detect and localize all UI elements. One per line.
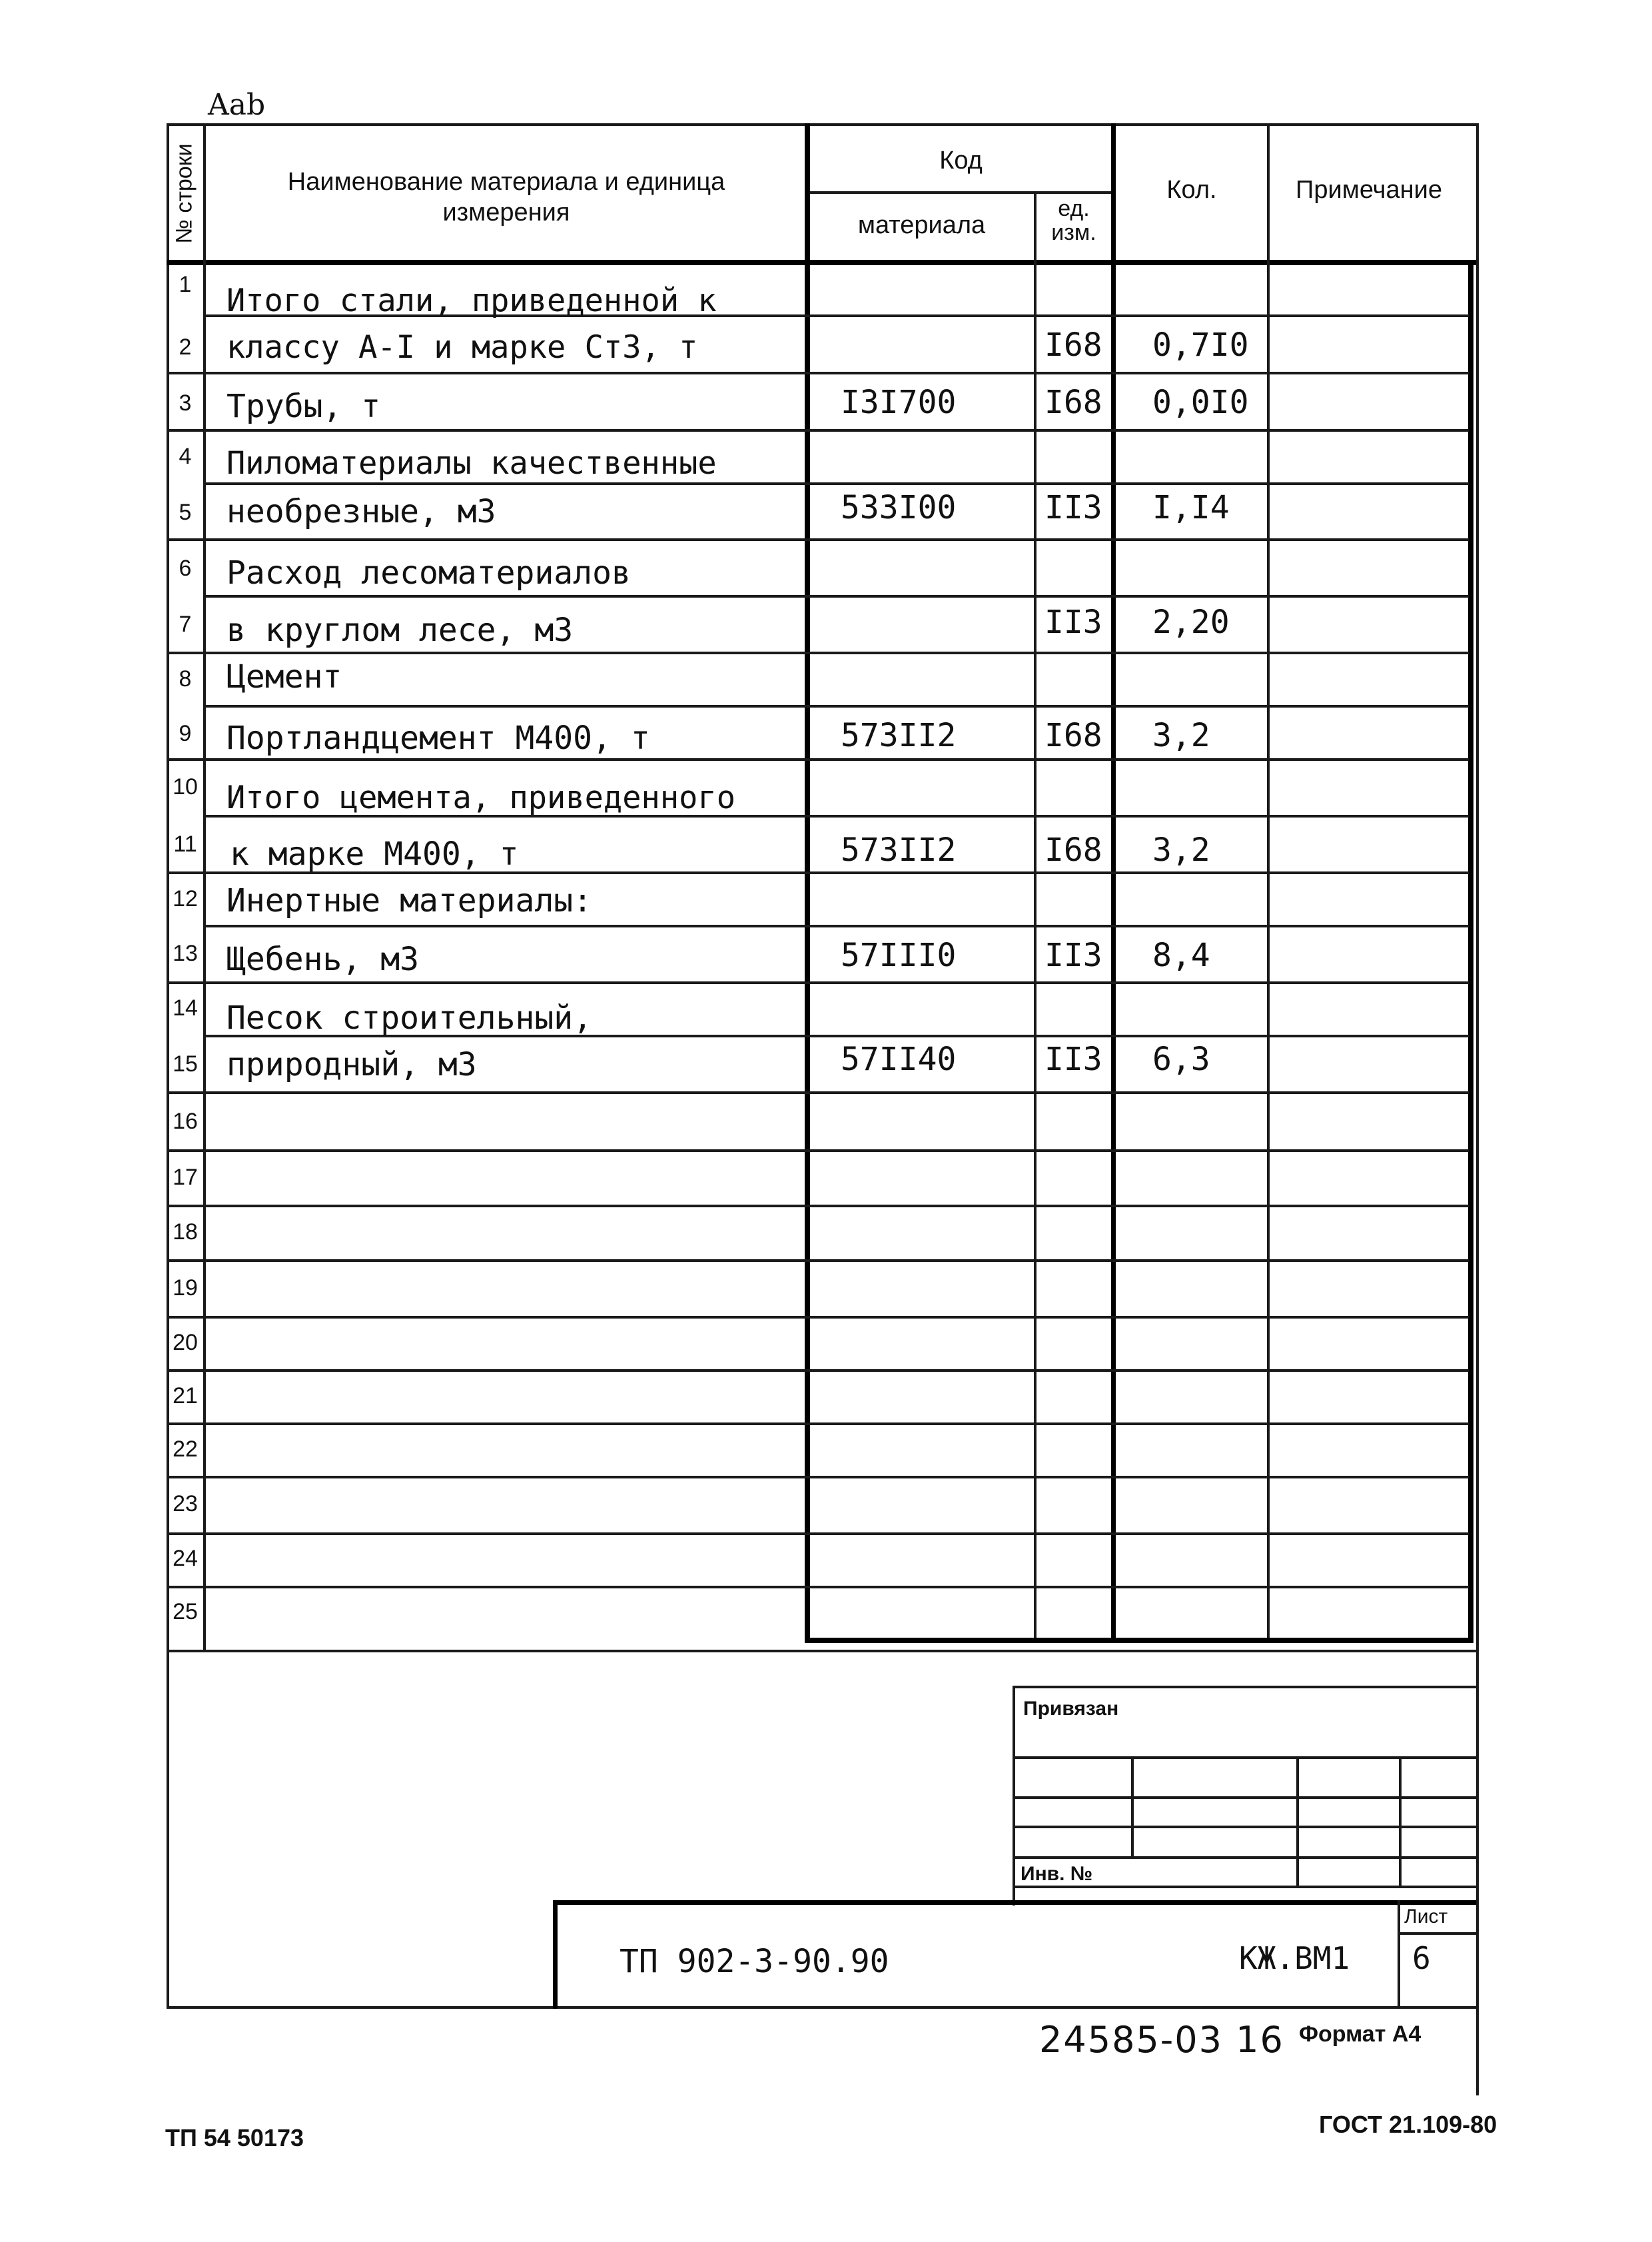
row-number: 10 [173, 774, 198, 800]
row-unit: I68 [1044, 384, 1102, 421]
header-name: Наименование материала и единица измерения [287, 168, 725, 227]
header-material: материала [857, 211, 986, 239]
row-name: Трубы, т [226, 388, 381, 425]
header-code: Код [939, 147, 983, 175]
row-material-code: 57II40 [841, 1041, 957, 1078]
header-unit: ед. изм. [1051, 196, 1096, 245]
sheet-code: КЖ.ВМ1 [1239, 1940, 1350, 1976]
row-material-code: 573II2 [841, 832, 957, 869]
inv-no-label: Инв. № [1021, 1863, 1093, 1885]
row-number: 12 [173, 886, 198, 911]
row-name: в круглом лесе, м3 [226, 612, 574, 649]
row-number: 9 [179, 721, 192, 746]
left-code: ТП 54 50173 [165, 2124, 304, 2151]
list-label: Лист [1404, 1906, 1448, 1928]
row-name: Итого цемента, приведенного [226, 780, 736, 816]
rows-end-line [167, 1650, 1476, 1652]
row-qty: 3,2 [1152, 717, 1210, 754]
row-number: 1 [179, 272, 192, 297]
format-label: Формат А4 [1299, 2021, 1422, 2047]
header-qty: Кол. [1166, 176, 1217, 204]
row-material-code: 57III0 [841, 937, 957, 974]
row-material-code: 533I00 [841, 489, 957, 526]
row-number: 6 [179, 556, 192, 581]
row-number: 17 [173, 1165, 198, 1190]
row-qty: I,I4 [1152, 489, 1230, 526]
table-bottom-line [805, 1638, 1473, 1643]
row-name: Инертные материалы: [226, 882, 593, 919]
col-line-material [805, 123, 810, 1642]
header-row-no: № строки [171, 143, 197, 244]
row-number: 4 [179, 444, 192, 469]
row-unit: I68 [1044, 717, 1102, 754]
row-number: 22 [173, 1436, 198, 1462]
row-number: 2 [179, 334, 192, 360]
row-number: 7 [179, 612, 192, 637]
row-material-code: I3I700 [841, 384, 957, 421]
row-name: Щебень, м3 [226, 941, 419, 978]
row-number: 11 [173, 832, 197, 857]
row-unit: I68 [1044, 832, 1102, 869]
row-name: Итого стали, приведенной к [226, 282, 717, 319]
row-number: 23 [173, 1491, 198, 1516]
row-qty: 3,2 [1152, 832, 1210, 869]
row-qty: 2,20 [1152, 604, 1230, 641]
doc-code: ТП 902-3-90.90 [620, 1943, 889, 1980]
row-number: 20 [173, 1330, 198, 1355]
col-line-note [1267, 123, 1270, 1642]
row-number: 5 [179, 500, 192, 525]
row-name: природный, м3 [226, 1046, 477, 1083]
header-note: Примечание [1296, 176, 1442, 204]
frame-right [1476, 123, 1479, 2095]
handwritten-number: 24585-03 16 [1039, 2019, 1284, 2061]
row-number: 16 [173, 1109, 198, 1134]
row-number: 21 [173, 1383, 198, 1408]
col-line-right-bold [1468, 260, 1473, 1642]
corner-note: Aab [208, 88, 266, 122]
row-name: Расход лесоматериалов [226, 554, 631, 592]
row-unit: II3 [1044, 1041, 1102, 1078]
row-name: Портландцемент М400, т [226, 720, 650, 757]
row-qty: 0,0I0 [1152, 384, 1249, 421]
col-line-qty [1111, 123, 1116, 1642]
row-number: 13 [173, 941, 198, 966]
row-qty: 6,3 [1152, 1041, 1210, 1078]
row-number: 18 [173, 1219, 198, 1245]
row-name: к марке М400, т [230, 836, 519, 873]
header-bottom-line [167, 260, 1476, 265]
row-number: 19 [173, 1275, 198, 1301]
row-number: 15 [173, 1051, 198, 1077]
row-number: 8 [179, 666, 192, 692]
row-unit: II3 [1044, 489, 1102, 526]
row-name: классу A-I и марке Ст3, т [226, 329, 698, 366]
gost-label: ГОСТ 21.109-80 [1319, 2111, 1497, 2138]
frame-bottom [167, 2006, 1479, 2009]
row-name: Песок строительный, [226, 999, 593, 1037]
row-unit: I68 [1044, 326, 1102, 364]
row-name: Цемент [226, 658, 342, 696]
row-unit: II3 [1044, 604, 1102, 641]
row-number: 3 [179, 390, 192, 416]
header-code-split [806, 191, 1114, 194]
row-number: 24 [173, 1546, 198, 1571]
row-name: Пиломатериалы качественные [226, 445, 717, 482]
row-material-code: 573II2 [841, 717, 957, 754]
row-qty: 8,4 [1152, 937, 1210, 974]
row-number: 25 [173, 1599, 198, 1624]
list-value: 6 [1412, 1940, 1431, 1976]
row-qty: 0,7I0 [1152, 326, 1249, 364]
frame-top [167, 123, 1479, 126]
privyazan-label: Привязан [1023, 1698, 1119, 1720]
row-number: 14 [173, 995, 198, 1021]
row-unit: II3 [1044, 937, 1102, 974]
row-name: необрезные, м3 [226, 493, 496, 530]
